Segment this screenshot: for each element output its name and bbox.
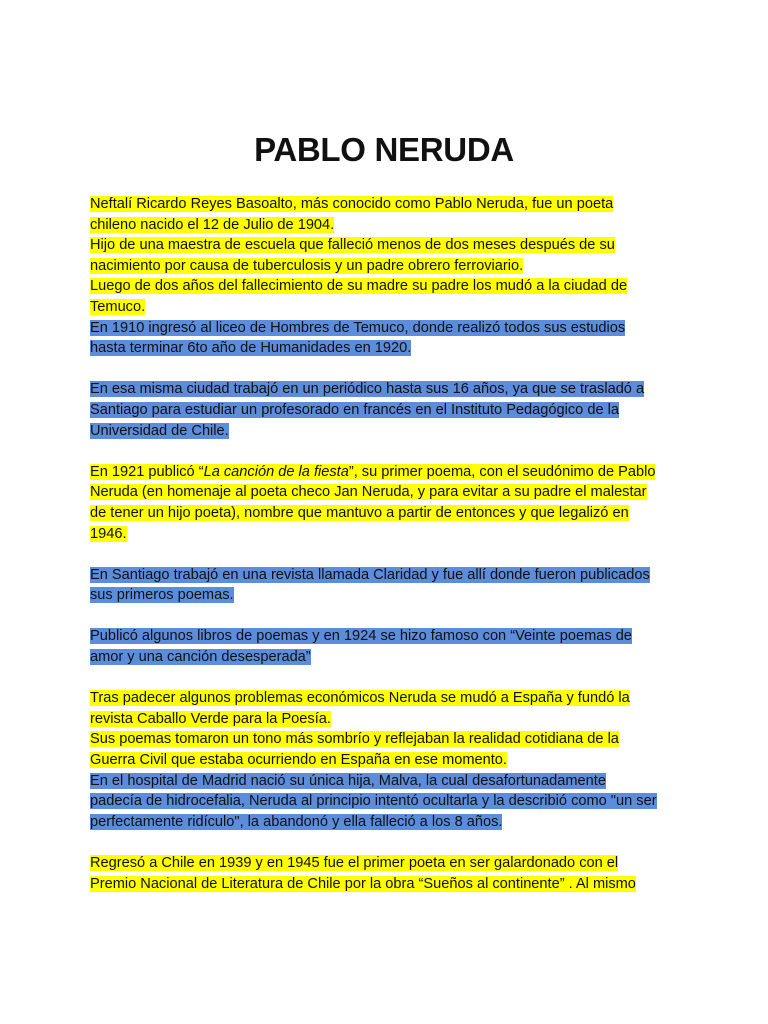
line: Tras padecer algunos problemas económicos Neruda se mudó a España y fundó la [90, 690, 630, 707]
line: sus primeros poemas. [90, 587, 234, 604]
line: En el hospital de Madrid nació su única hija, Malva, la cual desafortunadamente [90, 772, 606, 789]
line: perfectamente ridículo", la abandonó y ella falleció a los 8 años. [90, 813, 503, 830]
line: Premio Nacional de Literatura de Chile por la obra “Sueños al continente” . Al mismo [90, 875, 636, 892]
paragraph-gap [90, 606, 690, 627]
line: padecía de hidrocefalia, Neruda al principio intentó ocultarla y la describió como "un ser [90, 793, 657, 810]
line: Regresó a Chile en 1939 y en 1945 fue el primer poeta en ser galardonado con el [90, 855, 619, 871]
poem-title: La canción de la fiesta [203, 463, 349, 480]
line: Neftalí Ricardo Reyes Basoalto, más conocido como Pablo Neruda, fue un poeta [90, 196, 614, 212]
paragraph-first-poem [90, 462, 690, 544]
document-body [90, 194, 690, 894]
paragraph-gap [90, 441, 690, 462]
line: Sus poemas tomaron un tono más sombrío y reflejaban la realidad cotidiana de la [90, 731, 619, 748]
line: Luego de dos años del fallecimiento de su madre su padre los mudó a la ciudad de [90, 278, 628, 295]
paragraph-santiago [90, 379, 690, 441]
line: Hijo de una maestra de escuela que falleció menos de dos meses después de su [90, 237, 615, 254]
paragraph-claridad [90, 565, 690, 606]
line: hasta terminar 6to año de Humanidades en 1920. [90, 340, 412, 357]
line: En 1910 ingresó al liceo de Hombres de Temuco, donde realizó todos sus estudios [90, 319, 626, 336]
paragraph-return-chile [90, 853, 690, 894]
line: Santiago para estudiar un profesorado en francés en el Instituto Pedagógico de la [90, 401, 619, 418]
line: Neruda (en homenaje al poeta checo Jan Neruda, y para evitar a su padre el malestar [90, 484, 647, 501]
text: En 1921 publicó “ [90, 463, 204, 480]
paragraph-veinte-poemas [90, 626, 690, 667]
line: amor y una canción desesperada” [90, 649, 311, 666]
paragraph-spain [90, 688, 690, 832]
page-title: PABLO NERUDA [254, 131, 514, 168]
line: nacimiento por causa de tuberculosis y un padre obrero ferroviario. [90, 257, 524, 274]
line: chileno nacido el 12 de Julio de 1904. [90, 216, 335, 233]
line: Guerra Civil que estaba ocurriendo en España en ese momento. [90, 752, 507, 769]
line: En Santiago trabajó en una revista llamada Claridad y fue allí donde fueron publicados [90, 566, 650, 583]
line: Publicó algunos libros de poemas y en 1924 se hizo famoso con “Veinte poemas de [90, 628, 632, 645]
line: 1946. [90, 525, 127, 542]
text: ”, su primer poema, con el seudónimo de Pablo [348, 463, 656, 480]
paragraph-gap [90, 832, 690, 853]
line: En esa misma ciudad trabajó en un periódico hasta sus 16 años, ya que se trasladó a [90, 381, 645, 398]
paragraph-gap [90, 668, 690, 689]
line: revista Caballo Verde para la Poesía. [90, 710, 331, 727]
paragraph-gap [90, 359, 690, 380]
line: Temuco. [90, 298, 146, 315]
line [90, 464, 655, 480]
line: de tener un hijo poeta), nombre que mantuvo a partir de entonces y que legalizó en [90, 504, 629, 521]
paragraph-gap [90, 544, 690, 565]
paragraph-birth [90, 194, 690, 359]
line: Universidad de Chile. [90, 422, 229, 439]
